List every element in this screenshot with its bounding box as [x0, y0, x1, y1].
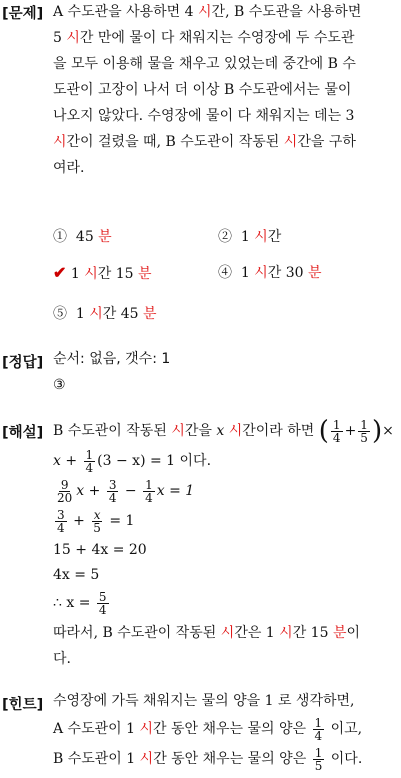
problem-text [53, 0, 399, 181]
answer-block [53, 346, 399, 398]
check-icon: ✔ [53, 263, 67, 282]
explanation-line-7: ∴ x = $\frac{5}{4}$ [53, 589, 107, 617]
answer-value: ③ [53, 377, 66, 393]
choice-1[interactable]: ① 45 분 [53, 229, 112, 245]
problem-line-7: 여라. [53, 160, 85, 176]
explanation-block [53, 416, 399, 672]
explanation-line-8: 따라서, B 수도관이 작동된 시간은 1 시간 15 분이 [53, 625, 361, 641]
problem-line-5: 나오지 않았다. 수영장에 물이 다 채워지는 데는 3 [53, 108, 355, 124]
choice-3-selected[interactable]: ✔ 1 시간 15 분 [53, 263, 152, 282]
choice-5[interactable]: ⑤ 1 시간 45 분 [53, 306, 157, 322]
hint-block [53, 688, 399, 774]
choice-2[interactable]: ② 1 시간 [218, 229, 282, 245]
hint-label: [힌트] [2, 697, 44, 713]
problem-label: [문제] [2, 6, 44, 22]
hint-line-3: B 수도관이 1 시간 동안 채우는 물의 양은 $\frac{1}{5}$ 이다. [53, 745, 363, 773]
hint-line-1: 수영장에 가득 채워지는 물의 양을 1 로 생각하면, [53, 693, 355, 709]
problem-line-6: 시간이 걸렸을 때, B 수도관이 작동된 시간을 구하 [53, 134, 356, 150]
explanation-line-4: $\frac{3}{4}$ + $\frac{x}{5}$ = 1 [57, 507, 135, 535]
problem-line-1: A 수도관을 사용하면 4 시간, B 수도관을 사용하면 [53, 4, 362, 20]
problem-line-2: 5 시간 만에 물이 다 채워지는 수영장에 두 수도관 [53, 30, 355, 46]
explanation-line-3: $\frac{9}{20}$ x + $\frac{3}{4}$ − $\frac{1}{4}$ x = 1 [57, 477, 195, 505]
explanation-line-6: 4x = 5 [53, 567, 100, 583]
explanation-line-9: 다. [53, 651, 71, 667]
problem-line-4: 도관이 고장이 나서 더 이상 B 수도관에서는 물이 [53, 82, 352, 98]
explanation-line-5: 15 + 4x = 20 [53, 542, 147, 558]
explanation-line-2: x + $\frac{1}{4}$ (3 − x) = 1 이다. [53, 447, 212, 475]
answer-summary: 순서: 없음, 갯수: 1 [53, 351, 171, 367]
problem-line-3: 을 모두 이용해 물을 채우고 있었는데 중간에 B 수 [53, 56, 356, 72]
explanation-label: [해설] [2, 425, 44, 441]
answer-label: [정답] [2, 355, 44, 371]
choice-4[interactable]: ④ 1 시간 30 분 [218, 265, 322, 281]
explanation-line-1: B 수도관이 작동된 시간을 x 시간이라 하면 ( $\frac{1}{4}$ + $\frac{1}{5}$ )× [53, 416, 394, 446]
hint-line-2: A 수도관이 1 시간 동안 채우는 물의 양은 $\frac{1}{4}$ 이고, [53, 715, 363, 743]
